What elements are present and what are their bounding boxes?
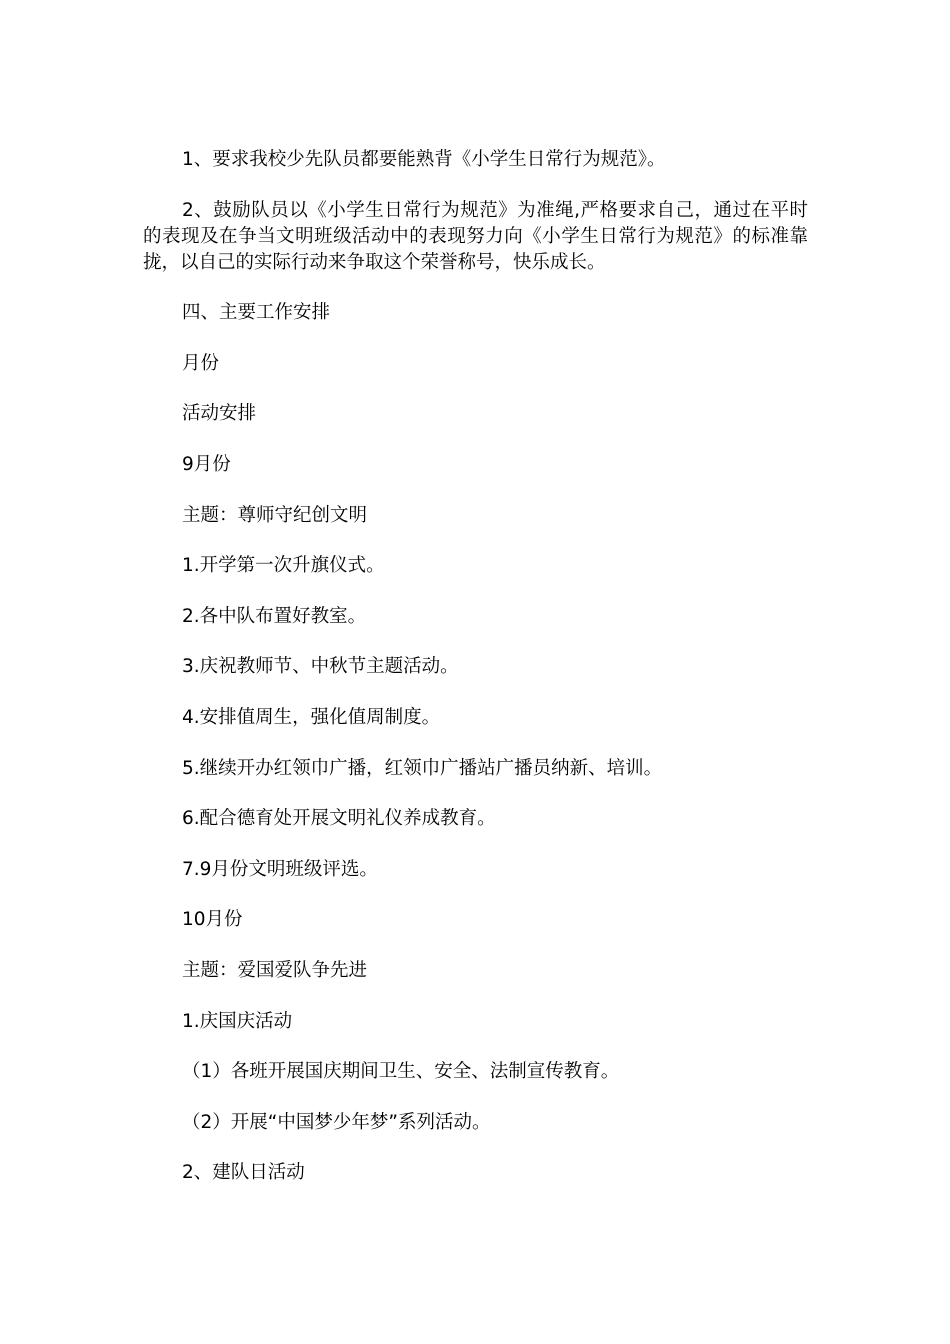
paragraph: 1、要求我校少先队员都要能熟背《小学生日常行为规范》。 [182,149,666,170]
table-header-activity: 活动安排 [182,403,257,425]
theme-line: 主题：爱国爱队争先进 [182,959,368,981]
paragraph: 2、鼓励队员以《小学生日常行为规范》为准绳,严格要求自己，通过在平时的表现及在争当文明班级活动中的表现努力向《小学生日常行为规范》的标准靠拢，以自己的实际行动来争取这个荣誉称号，快乐成长。 [143,199,808,273]
month-label: 10月份 [182,909,243,931]
section-heading: 四、主要工作安排 [182,302,331,324]
document-body [143,147,808,1186]
theme-line: 主题：尊师守纪创文明 [182,504,368,526]
list-item: 6.配合德育处开展文明礼仪养成教育。 [182,808,496,830]
list-item: 2.各中队布置好教室。 [182,605,367,627]
list-item: 4.安排值周生，强化值周制度。 [182,706,441,728]
list-item: 1.庆国庆活动 [182,1010,293,1032]
list-item: 1.开学第一次升旗仪式。 [182,555,385,577]
list-item: 3.庆祝教师节、中秋节主题活动。 [182,656,459,678]
sub-list-item: （1）各班开展国庆期间卫生、安全、法制宣传教育。 [182,1061,620,1083]
table-header-month: 月份 [182,352,220,374]
list-item: 5.继续开办红领巾广播，红领巾广播站广播员纳新、培训。 [182,757,663,779]
list-item: 7.9月份文明班级评选。 [182,858,378,880]
sub-list-item: （2）开展“中国梦少年梦”系列活动。 [182,1111,491,1133]
month-label: 9月份 [182,453,231,475]
list-item: 2、建队日活动 [182,1162,305,1184]
